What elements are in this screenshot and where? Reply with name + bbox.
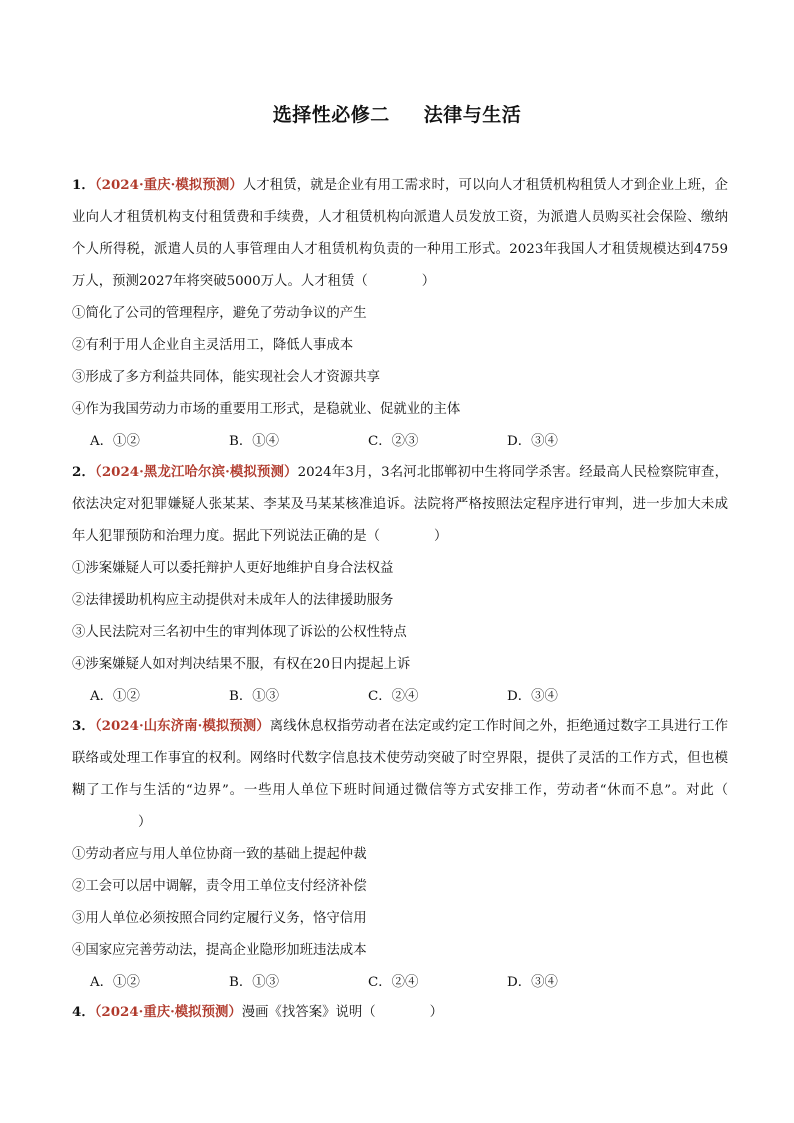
question-number: 1． bbox=[72, 177, 95, 193]
question-text-end: ） bbox=[433, 529, 448, 544]
choice-c: C．②④ bbox=[368, 975, 419, 990]
choice-a: A．①② bbox=[90, 434, 140, 449]
answer-choices bbox=[72, 967, 728, 999]
choice-c: C．②④ bbox=[368, 689, 419, 704]
question-4 bbox=[72, 996, 728, 1029]
choice-d: D．③④ bbox=[507, 975, 558, 990]
question-number: 4． bbox=[72, 1004, 95, 1020]
option-statement: ②工会可以居中调解，责令用工单位支付经济补偿 bbox=[72, 879, 367, 894]
question-number: 3． bbox=[72, 718, 95, 734]
option-statement: ④涉案嫌疑人如对判决结果不服，有权在20日内提起上诉 bbox=[72, 657, 411, 672]
answer-choices bbox=[72, 681, 728, 713]
question-1-stem bbox=[72, 169, 728, 298]
choice-d: D．③④ bbox=[507, 434, 558, 449]
question-text: 离线休息权指劳动者在法定或约定工作时间之外，拒绝通过数字工具进行工作联络或处理工作事宜的权利。网络时代数字信息技术使劳动突破了时空界限，提供了灵活的工作方式，但也模糊了工作与生活的“边界”。一些用人单位下班时间通过微信等方式安排工作，劳动者“休而不息”。对此（ bbox=[72, 719, 728, 798]
question-3 bbox=[72, 710, 728, 999]
choice-a: A．①② bbox=[90, 689, 140, 704]
option-statement: ①涉案嫌疑人可以委托辩护人更好地维护自身合法权益 bbox=[72, 561, 394, 576]
choice-b: B．①④ bbox=[229, 434, 280, 449]
choice-a: A．①② bbox=[90, 975, 140, 990]
title-topic: 法律与生活 bbox=[423, 104, 522, 126]
question-2 bbox=[72, 456, 728, 713]
question-source: （2024·黑龙江哈尔滨·模拟预测） bbox=[95, 464, 298, 480]
choice-b: B．①③ bbox=[229, 975, 280, 990]
question-number: 2． bbox=[72, 464, 95, 480]
question-4-stem bbox=[72, 996, 728, 1029]
option-statement: ④作为我国劳动力市场的重要用工形式，是稳就业、促就业的主体 bbox=[72, 402, 461, 417]
option-statement: ①劳动者应与用人单位协商一致的基础上提起仲裁 bbox=[72, 847, 367, 862]
question-source: （2024·山东济南·模拟预测） bbox=[94, 718, 270, 734]
question-text: 2024年3月，3名河北邯郸初中生将同学杀害。经最高人民检察院审查，依法决定对犯罪嫌疑人张某某、李某及马某某核准追诉。法院将严格按照法定程序进行审判，进一步加大未成年人犯罪预防和治理力度。据此下列说法正确的是（ bbox=[72, 465, 728, 544]
choice-b: B．①③ bbox=[229, 689, 280, 704]
answer-choices bbox=[72, 426, 728, 458]
option-statement: ③形成了多方利益共同体，能实现社会人才资源共享 bbox=[72, 370, 380, 385]
option-statement: ③人民法院对三名初中生的审判体现了诉讼的公权性特点 bbox=[72, 625, 407, 640]
question-2-stem bbox=[72, 456, 728, 553]
choice-c: C．②③ bbox=[368, 434, 419, 449]
question-text: 漫画《找答案》说明（ bbox=[241, 1005, 376, 1020]
option-statement: ②法律援助机构应主动提供对未成年人的法律援助服务 bbox=[72, 593, 394, 608]
title-subject: 选择性必修二 bbox=[272, 104, 390, 126]
option-statement: ②有利于用人企业自主灵活用工，降低人事成本 bbox=[72, 338, 354, 353]
question-1 bbox=[72, 169, 728, 458]
option-statement: ④国家应完善劳动法，提高企业隐形加班违法成本 bbox=[72, 943, 367, 958]
question-source: （2024·重庆·模拟预测） bbox=[94, 177, 243, 193]
option-statement: ③用人单位必须按照合同约定履行义务，恪守信用 bbox=[72, 911, 367, 926]
question-text-end: ） bbox=[138, 815, 152, 830]
question-text-end: ） bbox=[429, 1005, 444, 1020]
question-text-end: ） bbox=[421, 274, 436, 289]
question-text: 人才租赁，就是企业有用工需求时，可以向人才租赁机构租赁人才到企业上班，企业向人才租赁机构支付租赁费和手续费，人才租赁机构向派遣人员发放工资，为派遣人员购买社会保险、缴纳个人所得税，派遣人员的人事管理由人才租赁机构负责的一种用工形式。2023年我国人才租赁规模达到4759万人，预测2027年将突破5000万人。人才租赁（ bbox=[72, 178, 728, 289]
question-3-stem bbox=[72, 710, 728, 839]
question-source: （2024·重庆·模拟预测） bbox=[94, 1004, 242, 1020]
choice-d: D．③④ bbox=[507, 689, 558, 704]
page-title bbox=[0, 100, 794, 127]
option-statement: ①简化了公司的管理程序，避免了劳动争议的产生 bbox=[72, 306, 367, 321]
